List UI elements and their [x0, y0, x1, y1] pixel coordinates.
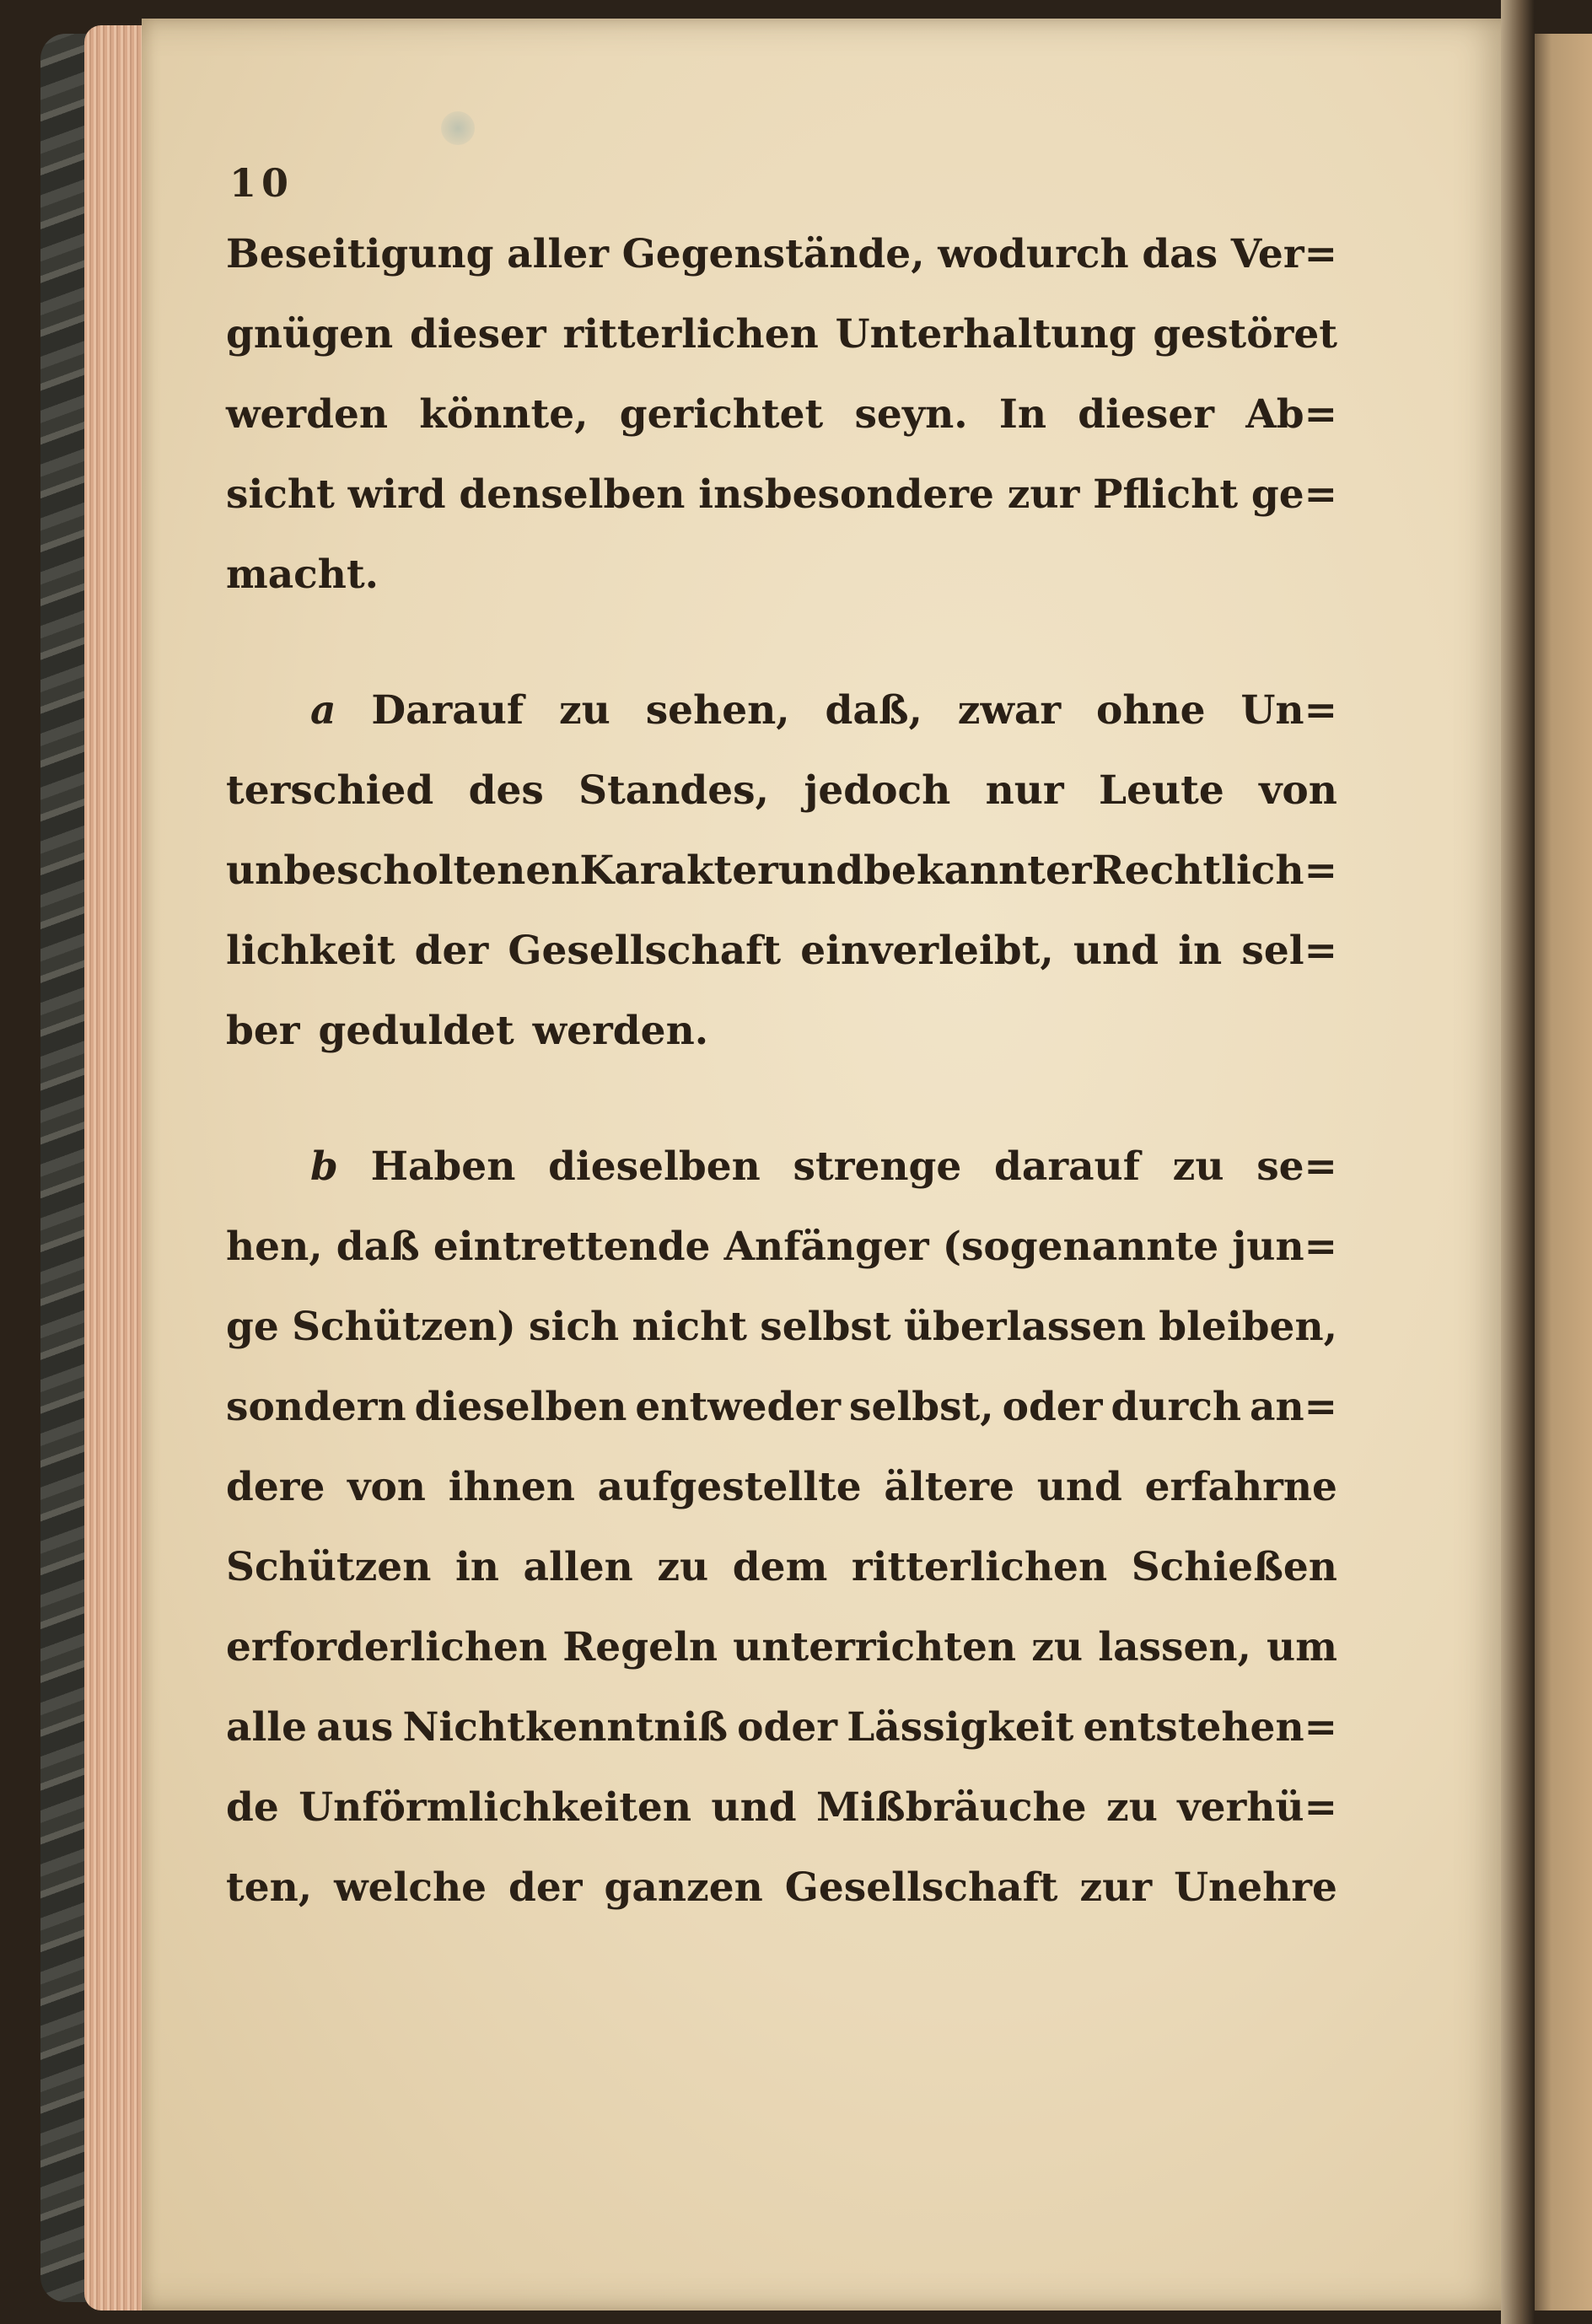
text-line: [226, 670, 1337, 750]
word: ganzen: [604, 1864, 763, 1911]
word: nicht: [632, 1304, 747, 1350]
word: Rechtlich=: [1091, 847, 1337, 894]
item-label: a: [310, 687, 336, 734]
word: des: [468, 767, 544, 814]
word: Un=: [1240, 687, 1337, 734]
word: (sogenannte: [942, 1224, 1219, 1270]
word: überlassen: [903, 1304, 1146, 1350]
word: ge=: [1250, 471, 1337, 518]
word: zu: [1031, 1624, 1084, 1670]
word: Anfänger: [723, 1224, 929, 1270]
page-text: [226, 214, 1337, 1928]
text-line: [226, 1367, 1337, 1447]
text-line: [226, 911, 1337, 991]
word: allen: [523, 1544, 633, 1590]
word: Ab=: [1245, 391, 1337, 438]
word: ten,: [226, 1864, 313, 1911]
word: Schützen): [292, 1304, 516, 1350]
word: werden.: [532, 1008, 709, 1054]
word: von: [1259, 767, 1337, 814]
word: nur: [985, 767, 1064, 814]
word: In: [998, 391, 1047, 438]
word: unterrichten: [733, 1624, 1017, 1670]
word: ritterlichen: [851, 1544, 1108, 1590]
word: ihnen: [448, 1464, 575, 1510]
word: entweder: [635, 1384, 842, 1430]
word: durch: [1111, 1384, 1242, 1430]
word: in: [454, 1544, 499, 1590]
word: sel=: [1241, 928, 1337, 974]
word: dere: [226, 1464, 325, 1510]
word: oder: [737, 1704, 838, 1751]
word: lassen,: [1098, 1624, 1251, 1670]
word: darauf: [994, 1143, 1140, 1190]
word: daß: [336, 1224, 420, 1270]
next-page-sliver: [1525, 34, 1592, 2311]
text-line: [226, 1527, 1337, 1607]
text-line: [226, 1287, 1337, 1367]
word: se=: [1256, 1143, 1337, 1190]
word: könnte,: [419, 391, 589, 438]
word: oder: [1002, 1384, 1103, 1430]
word: erfahrne: [1144, 1464, 1337, 1510]
word: insbesondere: [698, 471, 994, 518]
word: zu: [657, 1544, 709, 1590]
word: werden: [226, 391, 389, 438]
word: gerichtet: [619, 391, 824, 438]
item-label: b: [310, 1143, 338, 1190]
word: jedoch: [804, 767, 951, 814]
word: dieselben: [414, 1384, 627, 1430]
word: Schießen: [1131, 1544, 1337, 1590]
word: und: [1036, 1464, 1122, 1510]
word: lichkeit: [226, 928, 395, 974]
word: ber: [226, 1008, 300, 1054]
word: Standes,: [578, 767, 770, 814]
word: Leute: [1099, 767, 1224, 814]
word: zu: [1106, 1784, 1158, 1831]
paragraph-item-a: [226, 670, 1337, 1071]
word: Mißbräuche: [816, 1784, 1087, 1831]
word: das: [1142, 231, 1218, 277]
word: zu: [558, 687, 610, 734]
word: geduldet: [318, 1008, 514, 1054]
word: Unterhaltung: [835, 311, 1137, 358]
word: in: [1178, 928, 1223, 974]
word: sicht: [226, 471, 335, 518]
page-number: 10: [229, 160, 294, 206]
word: Haben: [370, 1143, 516, 1190]
word: Nichtkenntniß: [402, 1704, 729, 1751]
word: alle: [226, 1704, 308, 1751]
text-line: [226, 1127, 1337, 1207]
word: selbst,: [849, 1384, 994, 1430]
word: Unförmlichkeiten: [298, 1784, 692, 1831]
word: eintrettende: [433, 1224, 711, 1270]
word: sich: [529, 1304, 620, 1350]
word: wird: [347, 471, 446, 518]
word: Pflicht: [1093, 471, 1239, 518]
word: verhü=: [1177, 1784, 1337, 1831]
word: dieselben: [548, 1143, 761, 1190]
word: Karakter: [579, 847, 778, 894]
text-line: [226, 294, 1337, 374]
word: macht.: [226, 551, 379, 598]
word: ältere: [884, 1464, 1014, 1510]
word: de: [226, 1784, 279, 1831]
word: gnügen: [226, 311, 394, 358]
word: Gesellschaft: [784, 1864, 1058, 1911]
word: einverleibt,: [800, 928, 1054, 974]
text-line: [226, 1607, 1337, 1687]
word: und: [777, 847, 864, 894]
word: Beseitigung: [226, 231, 494, 277]
paper-stain: [441, 111, 475, 145]
word: daß,: [825, 687, 922, 734]
word: dieser: [409, 311, 546, 358]
word: gestöret: [1153, 311, 1337, 358]
word: erforderlichen: [226, 1624, 548, 1670]
word: Regeln: [562, 1624, 718, 1670]
word: ge: [226, 1304, 279, 1350]
text-line: [226, 374, 1337, 455]
word: aufgestellte: [597, 1464, 862, 1510]
word: zwar: [957, 687, 1062, 734]
word: aller: [507, 231, 609, 277]
word: strenge: [793, 1143, 962, 1190]
book-gutter: [1501, 0, 1535, 2324]
word: ritterlichen: [562, 311, 819, 358]
word: unbescholtenen: [226, 847, 580, 894]
word: bekannter: [863, 847, 1092, 894]
word: aus: [316, 1704, 394, 1751]
word: zur: [1079, 1864, 1153, 1911]
word: Unehre: [1174, 1864, 1337, 1911]
text-line: [226, 214, 1337, 294]
text-line: [226, 1848, 1337, 1928]
word: sehen,: [645, 687, 790, 734]
word: an=: [1249, 1384, 1337, 1430]
text-line: [226, 1767, 1337, 1848]
word: zur: [1007, 471, 1080, 518]
word: Gegenstände,: [621, 231, 925, 277]
word: sondern: [226, 1384, 406, 1430]
word: der: [508, 1864, 583, 1911]
text-line: [226, 991, 1337, 1071]
text-line: [226, 1447, 1337, 1527]
word: von: [347, 1464, 426, 1510]
word: wodurch: [938, 231, 1129, 277]
text-line: [226, 535, 1337, 615]
word: Schützen: [226, 1544, 432, 1590]
word: Gesellschaft: [508, 928, 782, 974]
word: dieser: [1078, 391, 1215, 438]
word: dem: [732, 1544, 828, 1590]
word: der: [414, 928, 489, 974]
word: und: [711, 1784, 797, 1831]
word: bleiben,: [1159, 1304, 1337, 1350]
word: um: [1267, 1624, 1337, 1670]
word: seyn.: [854, 391, 968, 438]
word: ohne: [1095, 687, 1206, 734]
text-line: [226, 1687, 1337, 1767]
word: entstehen=: [1083, 1704, 1337, 1751]
paragraph-intro: [226, 214, 1337, 615]
word: welche: [334, 1864, 487, 1911]
text-line: [226, 455, 1337, 535]
word: hen,: [226, 1224, 323, 1270]
paragraph-item-b: [226, 1127, 1337, 1928]
text-line: [226, 1207, 1337, 1287]
word: Darauf: [371, 687, 524, 734]
word: Ver=: [1230, 231, 1337, 277]
word: Lässigkeit: [847, 1704, 1074, 1751]
text-line: [226, 750, 1337, 831]
word: terschied: [226, 767, 434, 814]
word: selbst: [760, 1304, 891, 1350]
word: zu: [1172, 1143, 1224, 1190]
word: denselben: [459, 471, 686, 518]
word: und: [1073, 928, 1159, 974]
text-line: [226, 831, 1337, 911]
word: jun=: [1232, 1224, 1337, 1270]
